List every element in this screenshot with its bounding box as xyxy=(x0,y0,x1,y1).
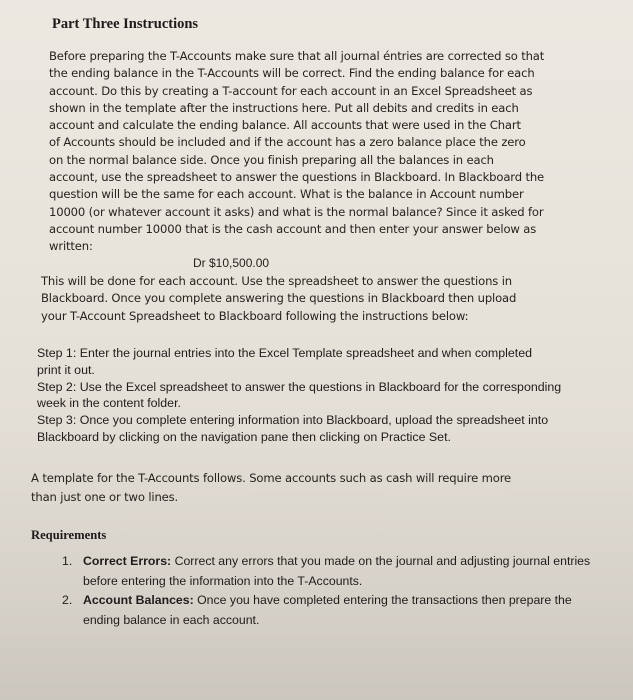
requirement-text: Once you have completed entering the transactions then prepare the xyxy=(193,593,572,608)
requirement-continuation: ending balance in each account. xyxy=(83,612,260,627)
example-answer: Dr $10,500.00 xyxy=(193,256,270,270)
upload-line: This will be done for each account. Use the spreadsheet to answer the questions in xyxy=(41,274,512,288)
intro-paragraph xyxy=(49,48,609,256)
intro-line: question will be the same for each account. What is the balance in Account number xyxy=(49,187,524,202)
steps-list xyxy=(37,345,612,446)
upload-line: your T-Account Spreadsheet to Blackboard following the instructions below: xyxy=(41,308,469,323)
requirements-heading: Requirements xyxy=(31,528,107,542)
requirement-continuation: before entering the information into the T-Accounts. xyxy=(83,573,363,588)
upload-paragraph xyxy=(41,273,611,325)
intro-line: on the normal balance side. Once you finish preparing all the balances in each xyxy=(49,152,494,167)
requirement-item xyxy=(62,591,607,630)
intro-line: of Accounts should be included and if the account has a zero balance place the zero xyxy=(49,135,526,150)
step-2-line: Step 2: Use the Excel spreadsheet to answer the questions in Blackboard for the corresponding xyxy=(37,379,562,394)
requirement-number: 1. xyxy=(62,554,73,568)
requirement-number: 2. xyxy=(62,593,73,608)
step-3-line: Step 3: Once you complete entering information into Blackboard, upload the spreadsheet into xyxy=(37,413,549,428)
step-2-line: week in the content folder. xyxy=(37,396,181,411)
requirement-term: Account Balances: xyxy=(83,593,194,608)
requirements-list xyxy=(62,552,607,630)
intro-line: 10000 (or whatever account it asks) and what is the normal balance? Since it asked for xyxy=(49,204,544,219)
template-note-line: than just one or two lines. xyxy=(31,490,179,504)
step-3-line: Blackboard by clicking on the navigation pane then clicking on Practice Set. xyxy=(37,429,451,444)
step-1-line: print it out. xyxy=(37,362,95,377)
intro-line: the ending balance in the T-Accounts will be correct. Find the ending balance for each xyxy=(49,66,535,81)
intro-line: written: xyxy=(49,239,93,254)
intro-line: account number 10000 that is the cash account and then enter your answer below as xyxy=(49,221,537,236)
intro-line: account. Do this by creating a T-account for each account in an Excel Spreadsheet as xyxy=(49,83,533,98)
intro-line: Before preparing the T-Accounts make sure that all journal éntries are corrected so that xyxy=(49,49,545,63)
intro-line: shown in the template after the instructions here. Put all debits and credits in each xyxy=(49,100,519,115)
step-1-line: Step 1: Enter the journal entries into the Excel Template spreadsheet and when completed xyxy=(37,346,533,360)
template-note-line: A template for the T-Accounts follows. Some accounts such as cash will require more xyxy=(31,471,512,485)
upload-line: Blackboard. Once you complete answering the questions in Blackboard then upload xyxy=(41,291,517,306)
requirement-item xyxy=(62,552,607,591)
page-title: Part Three Instructions xyxy=(52,16,199,32)
requirement-text: Correct any errors that you made on the journal and adjusting journal entries xyxy=(171,554,591,568)
intro-line: account and calculate the ending balance. All accounts that were used in the Chart xyxy=(49,118,521,133)
intro-line: account, use the spreadsheet to answer the questions in Blackboard. In Blackboard the xyxy=(49,170,545,185)
template-note xyxy=(31,469,606,507)
requirement-term: Correct Errors: xyxy=(83,554,172,568)
